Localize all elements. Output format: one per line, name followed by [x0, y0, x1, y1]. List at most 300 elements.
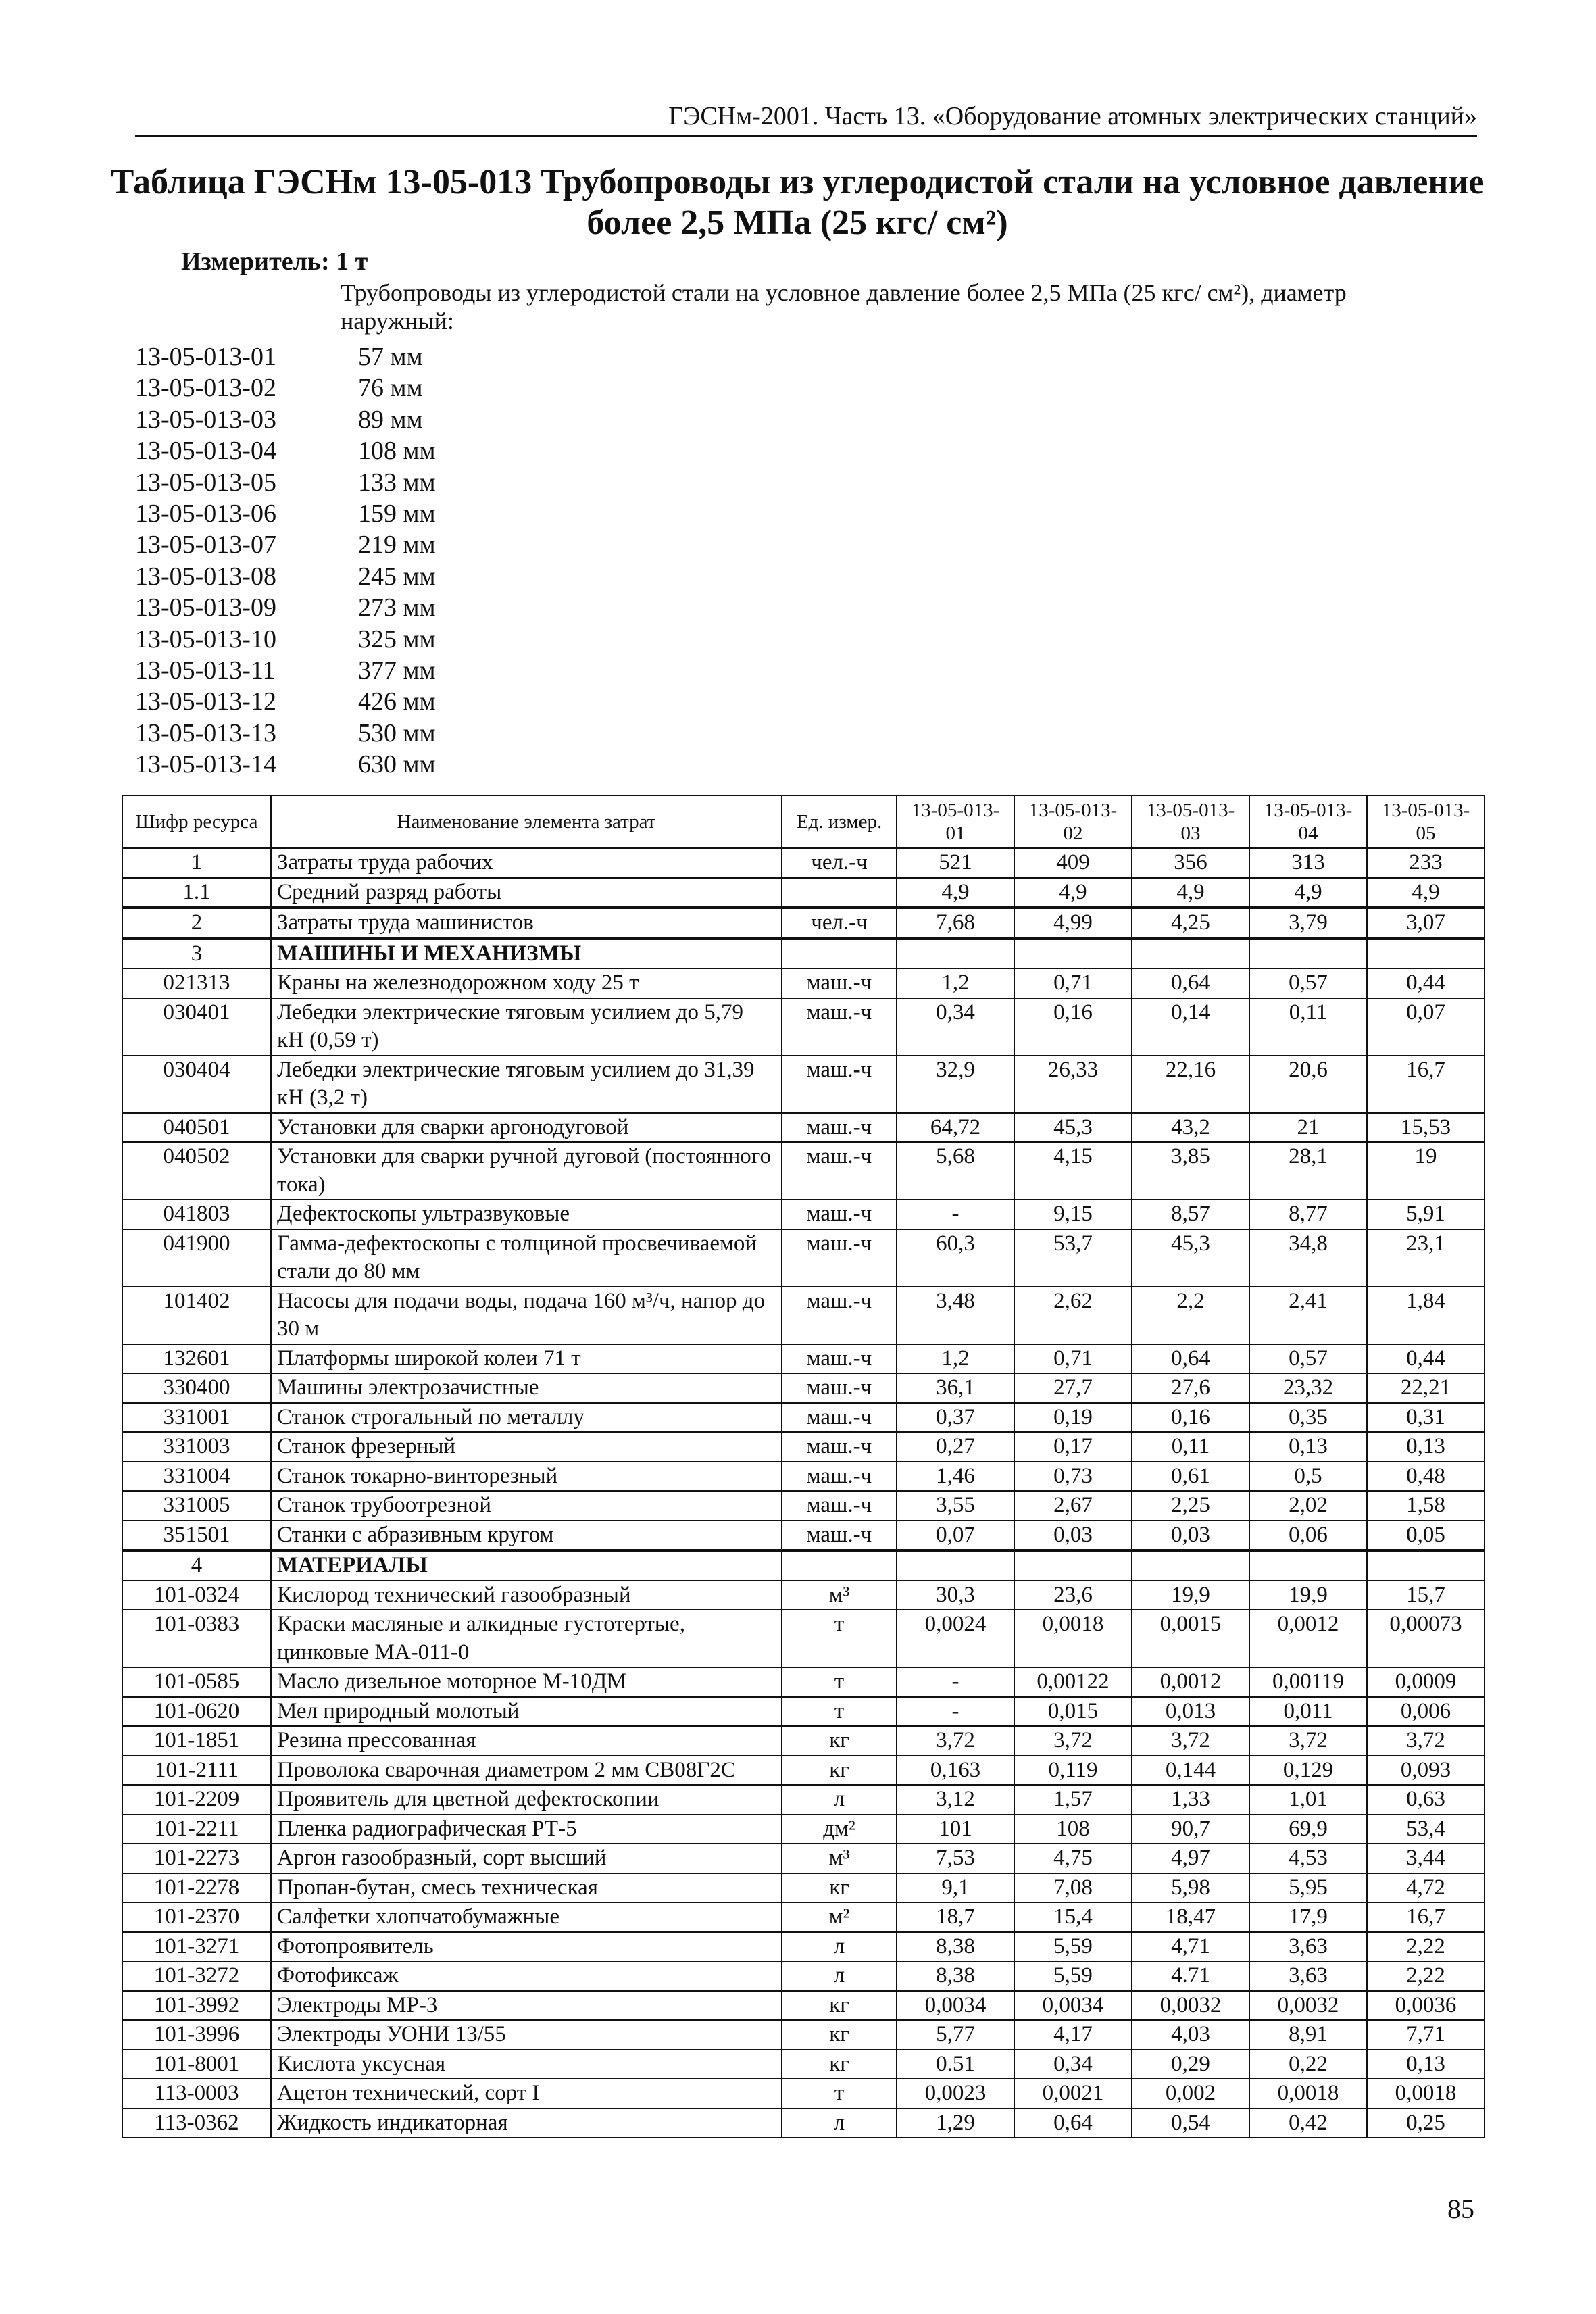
unit-cell: маш.-ч [782, 1056, 897, 1113]
resource-code: 101-3272 [122, 1961, 271, 1991]
value-cell: 0,19 [1014, 1403, 1132, 1433]
value-cell: 5,59 [1014, 1932, 1132, 1962]
value-cell: 0,06 [1249, 1521, 1367, 1551]
table-row [122, 1902, 1485, 1932]
resource-code: 331001 [122, 1403, 271, 1433]
value-cell: 0,13 [1249, 1432, 1367, 1462]
value-cell: 409 [1014, 848, 1132, 878]
unit-cell: кг [782, 1756, 897, 1786]
resource-code: 101-8001 [122, 2050, 271, 2079]
resource-code: 041803 [122, 1200, 271, 1229]
value-cell: 1,01 [1249, 1785, 1367, 1815]
value-cell: 16,7 [1367, 1056, 1485, 1113]
resource-code: 021313 [122, 968, 271, 998]
value-cell: 3,79 [1249, 908, 1367, 939]
value-cell: 0,25 [1367, 2109, 1485, 2138]
value-cell: 1,58 [1367, 1491, 1485, 1521]
code-diameter: 325 мм [358, 624, 436, 654]
value-cell: 356 [1132, 848, 1249, 878]
value-cell: 4,17 [1014, 2020, 1132, 2050]
value-cell: 0,0032 [1249, 1991, 1367, 2021]
value-cell: 32,9 [897, 1056, 1014, 1113]
table-row [122, 2109, 1485, 2138]
code-diameter: 76 мм [358, 374, 423, 403]
table-row [122, 2050, 1485, 2079]
unit-cell [782, 1550, 897, 1581]
cost-item-name: Мел природный молотый [271, 1697, 782, 1727]
code-number: 13-05-013-04 [135, 437, 276, 466]
value-cell: 4.71 [1132, 1961, 1249, 1991]
table-row [122, 848, 1485, 878]
value-cell: 4,53 [1249, 1844, 1367, 1873]
code-number: 13-05-013-03 [135, 405, 276, 434]
code-diameter: 108 мм [358, 437, 436, 466]
cost-item-name: Установки для сварки ручной дуговой (постоянного тока) [271, 1142, 782, 1200]
unit-cell: т [782, 1697, 897, 1727]
value-cell: 0,0024 [897, 1610, 1014, 1667]
value-cell: 0,07 [1367, 998, 1485, 1056]
unit-cell: кг [782, 1726, 897, 1756]
code-list-item [135, 686, 561, 717]
value-cell: 0,22 [1249, 2050, 1367, 2079]
code-diameter: 273 мм [358, 593, 436, 622]
value-cell: 233 [1367, 848, 1485, 878]
header-col-1: 13-05-013-01 [897, 795, 1014, 848]
meter [181, 247, 368, 276]
resource-code: 101-0324 [122, 1581, 271, 1610]
code-diameter: 630 мм [358, 750, 436, 779]
value-cell: 2,22 [1367, 1961, 1485, 1991]
value-cell: 0.51 [897, 2050, 1014, 2079]
value-cell: 22,21 [1367, 1373, 1485, 1403]
unit-cell: кг [782, 1873, 897, 1903]
value-cell: 3,72 [1132, 1726, 1249, 1756]
cost-item-name: Затраты труда машинистов [271, 908, 782, 939]
value-cell: 4,71 [1132, 1932, 1249, 1962]
unit-cell: кг [782, 2020, 897, 2050]
value-cell: 7,53 [897, 1844, 1014, 1873]
value-cell: 8,38 [897, 1961, 1014, 1991]
cost-item-name: Платформы широкой колеи 71 т [271, 1344, 782, 1374]
header-col-3: 13-05-013-03 [1132, 795, 1249, 848]
table-title [101, 162, 1493, 243]
code-number: 13-05-013-09 [135, 593, 276, 622]
header-name: Наименование элемента затрат [271, 795, 782, 848]
value-cell: 1,2 [897, 968, 1014, 998]
table-row [122, 1142, 1485, 1200]
resource-code: 030404 [122, 1056, 271, 1113]
value-cell: 3,85 [1132, 1142, 1249, 1200]
value-cell: 0,44 [1367, 968, 1485, 998]
code-diameter: 377 мм [358, 656, 436, 685]
value-cell: 5,95 [1249, 1873, 1367, 1903]
table-row [122, 1491, 1485, 1521]
value-cell: 15,7 [1367, 1581, 1485, 1610]
value-cell: 0,64 [1014, 2109, 1132, 2138]
cost-item-name: Лебедки электрические тяговым усилием до 5,79 кН (0,59 т) [271, 998, 782, 1056]
value-cell: 0,17 [1014, 1432, 1132, 1462]
value-cell: 0,006 [1367, 1697, 1485, 1727]
table-row [122, 1785, 1485, 1815]
header-col-2: 13-05-013-02 [1014, 795, 1132, 848]
resource-code: 101-0383 [122, 1610, 271, 1667]
value-cell: 8,91 [1249, 2020, 1367, 2050]
section-row [122, 939, 1485, 969]
value-cell: 30,3 [897, 1581, 1014, 1610]
code-list-item [135, 529, 561, 560]
resource-code: 101-3996 [122, 2020, 271, 2050]
unit-cell: маш.-ч [782, 1229, 897, 1287]
value-cell: 27,6 [1132, 1373, 1249, 1403]
value-cell: 45,3 [1014, 1113, 1132, 1143]
value-cell: 53,4 [1367, 1815, 1485, 1844]
value-cell: 0,29 [1132, 2050, 1249, 2079]
table-row [122, 1932, 1485, 1962]
section-row [122, 1550, 1485, 1581]
code-diameter: 159 мм [358, 499, 436, 528]
value-cell: 9,1 [897, 1873, 1014, 1903]
cost-item-name: Краски масляные и алкидные густотертые, цинковые МА-011-0 [271, 1610, 782, 1667]
table-row [122, 1610, 1485, 1667]
unit-cell: л [782, 1785, 897, 1815]
cost-item-name: Дефектоскопы ультразвуковые [271, 1200, 782, 1229]
unit-cell: л [782, 1932, 897, 1962]
value-cell: 7,68 [897, 908, 1014, 939]
code-list-item [135, 341, 561, 372]
value-cell: 0,0034 [1014, 1991, 1132, 2021]
resource-code: 4 [122, 1550, 271, 1581]
title-line-1: Таблица ГЭСНм 13-05-013 Трубопроводы из углеродистой стали на условное давление [110, 163, 1485, 201]
value-cell [1367, 1550, 1485, 1581]
value-cell: 4,75 [1014, 1844, 1132, 1873]
cost-item-name: Кислород технический газообразный [271, 1581, 782, 1610]
value-cell: 19 [1367, 1142, 1485, 1200]
value-cell: 2,62 [1014, 1287, 1132, 1344]
value-cell: 0,34 [1014, 2050, 1132, 2079]
cost-table [122, 795, 1485, 2138]
value-cell [897, 1550, 1014, 1581]
table-header-row [122, 795, 1485, 848]
code-list [135, 341, 561, 780]
table-row [122, 1373, 1485, 1403]
value-cell: 18,7 [897, 1902, 1014, 1932]
value-cell: 0,64 [1132, 1344, 1249, 1374]
value-cell: 0,144 [1132, 1756, 1249, 1786]
cost-item-name: Гамма-дефектоскопы с толщиной просвечиваемой стали до 80 мм [271, 1229, 782, 1287]
table-row [122, 1726, 1485, 1756]
value-cell: 1,2 [897, 1344, 1014, 1374]
value-cell: 2,41 [1249, 1287, 1367, 1344]
value-cell: 0,0015 [1132, 1610, 1249, 1667]
code-number: 13-05-013-14 [135, 750, 276, 779]
table-row [122, 1113, 1485, 1143]
cost-item-name: МАТЕРИАЛЫ [271, 1550, 782, 1581]
unit-cell: т [782, 1667, 897, 1697]
value-cell: 0,0012 [1249, 1610, 1367, 1667]
unit-cell: маш.-ч [782, 1287, 897, 1344]
table-row [122, 1815, 1485, 1844]
code-number: 13-05-013-10 [135, 624, 276, 654]
resource-code: 101-2211 [122, 1815, 271, 1844]
code-list-item [135, 592, 561, 623]
value-cell: 15,4 [1014, 1902, 1132, 1932]
resource-code: 101-3271 [122, 1932, 271, 1962]
unit-cell: кг [782, 2050, 897, 2079]
value-cell: 23,6 [1014, 1581, 1132, 1610]
value-cell: 18,47 [1132, 1902, 1249, 1932]
cost-item-name: Станок трубоотрезной [271, 1491, 782, 1521]
value-cell: 0,71 [1014, 968, 1132, 998]
cost-item-name: Аргон газообразный, сорт высший [271, 1844, 782, 1873]
value-cell: 7,71 [1367, 2020, 1485, 2050]
unit-cell: маш.-ч [782, 968, 897, 998]
unit-cell: м² [782, 1902, 897, 1932]
value-cell: 3,72 [1367, 1726, 1485, 1756]
value-cell: 0,57 [1249, 1344, 1367, 1374]
code-diameter: 89 мм [358, 405, 423, 434]
code-list-item [135, 718, 561, 749]
value-cell: 19,9 [1249, 1581, 1367, 1610]
cost-item-name: Краны на железнодорожном ходу 25 т [271, 968, 782, 998]
value-cell: 0,44 [1367, 1344, 1485, 1374]
unit-cell: маш.-ч [782, 1462, 897, 1492]
table-row [122, 2079, 1485, 2109]
table-row [122, 1756, 1485, 1786]
value-cell: 2,25 [1132, 1491, 1249, 1521]
unit-cell: м³ [782, 1844, 897, 1873]
value-cell: 0,63 [1367, 1785, 1485, 1815]
value-cell: 60,3 [897, 1229, 1014, 1287]
value-cell: 0,0009 [1367, 1667, 1485, 1697]
resource-code: 101-2273 [122, 1844, 271, 1873]
cost-item-name: Проявитель для цветной дефектоскопии [271, 1785, 782, 1815]
resource-code: 3 [122, 939, 271, 969]
value-cell: 1,84 [1367, 1287, 1485, 1344]
unit-cell: чел.-ч [782, 848, 897, 878]
intro-text: Трубопроводы из углеродистой стали на условное давление более 2,5 МПа (25 кгс/ см²), диаметр наружный: [341, 279, 1347, 335]
code-diameter: 530 мм [358, 718, 436, 747]
code-list-item [135, 372, 561, 403]
resource-code: 113-0362 [122, 2109, 271, 2138]
code-list-item [135, 749, 561, 780]
unit-cell: маш.-ч [782, 1344, 897, 1374]
cost-item-name: Масло дизельное моторное М-10ДМ [271, 1667, 782, 1697]
resource-code: 1.1 [122, 878, 271, 908]
cost-item-name: Фотопроявитель [271, 1932, 782, 1962]
code-number: 13-05-013-06 [135, 499, 276, 528]
value-cell: 21 [1249, 1113, 1367, 1143]
value-cell: 8,57 [1132, 1200, 1249, 1229]
unit-cell: дм² [782, 1815, 897, 1844]
value-cell: 0,16 [1014, 998, 1132, 1056]
table-row [122, 2020, 1485, 2050]
cost-item-name: Кислота уксусная [271, 2050, 782, 2079]
value-cell: 3,72 [1249, 1726, 1367, 1756]
value-cell: 5,77 [897, 2020, 1014, 2050]
value-cell [897, 939, 1014, 969]
resource-code: 132601 [122, 1344, 271, 1374]
value-cell: 90,7 [1132, 1815, 1249, 1844]
resource-code: 101-2278 [122, 1873, 271, 1903]
value-cell: 0,07 [897, 1521, 1014, 1551]
resource-code: 101-2370 [122, 1902, 271, 1932]
value-cell: 0,00119 [1249, 1667, 1367, 1697]
cost-item-name: Машины электрозачистные [271, 1373, 782, 1403]
code-list-item [135, 561, 561, 592]
header-col-4: 13-05-013-04 [1249, 795, 1367, 848]
value-cell: 4,15 [1014, 1142, 1132, 1200]
unit-cell [782, 939, 897, 969]
unit-cell: маш.-ч [782, 1432, 897, 1462]
value-cell: 4,9 [1249, 878, 1367, 908]
value-cell [1132, 1550, 1249, 1581]
value-cell: 0,35 [1249, 1403, 1367, 1433]
unit-cell: маш.-ч [782, 1142, 897, 1200]
value-cell: 1,46 [897, 1462, 1014, 1492]
value-cell [1249, 939, 1367, 969]
value-cell: 0,00073 [1367, 1610, 1485, 1667]
resource-code: 101402 [122, 1287, 271, 1344]
value-cell: 4,97 [1132, 1844, 1249, 1873]
cost-item-name: Станок фрезерный [271, 1432, 782, 1462]
value-cell: 5,68 [897, 1142, 1014, 1200]
value-cell [1014, 1550, 1132, 1581]
value-cell: 3,55 [897, 1491, 1014, 1521]
unit-cell: л [782, 2109, 897, 2138]
cost-item-name: Фотофиксаж [271, 1961, 782, 1991]
title-line-2: более 2,5 МПа (25 кгс/ см²) [587, 203, 1008, 242]
unit-cell: т [782, 2079, 897, 2109]
value-cell: 3,48 [897, 1287, 1014, 1344]
table-row [122, 1991, 1485, 2021]
resource-code: 351501 [122, 1521, 271, 1551]
value-cell: 20,6 [1249, 1056, 1367, 1113]
value-cell: 0,5 [1249, 1462, 1367, 1492]
value-cell: 0,16 [1132, 1403, 1249, 1433]
cost-item-name: Пропан-бутан, смесь техническая [271, 1873, 782, 1903]
unit-cell: т [782, 1610, 897, 1667]
value-cell: 53,7 [1014, 1229, 1132, 1287]
value-cell: 4,99 [1014, 908, 1132, 939]
resource-code: 331004 [122, 1462, 271, 1492]
unit-cell: маш.-ч [782, 998, 897, 1056]
value-cell: 0,0012 [1132, 1667, 1249, 1697]
value-cell: 3,12 [897, 1785, 1014, 1815]
cost-item-name: Станок строгальный по металлу [271, 1403, 782, 1433]
value-cell: 0,013 [1132, 1697, 1249, 1727]
table-row [122, 1229, 1485, 1287]
table-row [122, 1287, 1485, 1344]
unit-cell: маш.-ч [782, 1373, 897, 1403]
value-cell: 0,31 [1367, 1403, 1485, 1433]
code-diameter: 57 мм [358, 343, 423, 371]
value-cell: 22,16 [1132, 1056, 1249, 1113]
value-cell: 5,59 [1014, 1961, 1132, 1991]
table-row [122, 968, 1485, 998]
value-cell: 4,25 [1132, 908, 1249, 939]
resource-code: 040501 [122, 1113, 271, 1143]
value-cell: 0,129 [1249, 1756, 1367, 1786]
code-diameter: 426 мм [358, 687, 436, 716]
value-cell: 15,53 [1367, 1113, 1485, 1143]
table-row [122, 1581, 1485, 1610]
value-cell: 5,91 [1367, 1200, 1485, 1229]
value-cell: 1,57 [1014, 1785, 1132, 1815]
meter-label: Измеритель: [181, 247, 330, 276]
unit-cell: маш.-ч [782, 1200, 897, 1229]
value-cell: 0,0018 [1249, 2079, 1367, 2109]
cost-item-name: Жидкость индикаторная [271, 2109, 782, 2138]
meter-value: 1 т [336, 247, 368, 276]
header-code: Шифр ресурса [122, 795, 271, 848]
unit-cell: л [782, 1961, 897, 1991]
cost-item-name: Станок токарно-винторезный [271, 1462, 782, 1492]
value-cell: 101 [897, 1815, 1014, 1844]
table-row [122, 998, 1485, 1056]
resource-code: 1 [122, 848, 271, 878]
value-cell: 0,0034 [897, 1991, 1014, 2021]
value-cell: 0,27 [897, 1432, 1014, 1462]
value-cell: 0,0036 [1367, 1991, 1485, 2021]
table-row [122, 1462, 1485, 1492]
value-cell: 8,38 [897, 1932, 1014, 1962]
unit-cell: кг [782, 1991, 897, 2021]
value-cell: 0,00122 [1014, 1667, 1132, 1697]
value-cell: 0,73 [1014, 1462, 1132, 1492]
value-cell [1132, 939, 1249, 969]
code-number: 13-05-013-07 [135, 531, 276, 560]
unit-cell: маш.-ч [782, 1521, 897, 1551]
code-list-item [135, 435, 561, 466]
code-list-item [135, 404, 561, 435]
value-cell: 0,0018 [1367, 2079, 1485, 2109]
value-cell: 521 [897, 848, 1014, 878]
value-cell: 0,13 [1367, 1432, 1485, 1462]
value-cell: 108 [1014, 1815, 1132, 1844]
header-col-5: 13-05-013-05 [1367, 795, 1485, 848]
table-row [122, 1344, 1485, 1374]
cost-item-name: Затраты труда рабочих [271, 848, 782, 878]
value-cell: 36,1 [897, 1373, 1014, 1403]
table-row [122, 1403, 1485, 1433]
value-cell: 3,63 [1249, 1961, 1367, 1991]
value-cell: 0,42 [1249, 2109, 1367, 2138]
unit-cell: м³ [782, 1581, 897, 1610]
value-cell: 1,33 [1132, 1785, 1249, 1815]
resource-code: 041900 [122, 1229, 271, 1287]
value-cell: 7,08 [1014, 1873, 1132, 1903]
resource-code: 330400 [122, 1373, 271, 1403]
code-list-item [135, 624, 561, 655]
code-diameter: 219 мм [358, 531, 436, 560]
value-cell: 0,48 [1367, 1462, 1485, 1492]
value-cell: 0,03 [1132, 1521, 1249, 1551]
value-cell: 3,63 [1249, 1932, 1367, 1962]
cost-item-name: Пленка радиографическая РТ-5 [271, 1815, 782, 1844]
value-cell: 0,11 [1249, 998, 1367, 1056]
code-number: 13-05-013-11 [135, 656, 276, 685]
code-number: 13-05-013-12 [135, 687, 276, 716]
value-cell: 34,8 [1249, 1229, 1367, 1287]
value-cell: 0,015 [1014, 1697, 1132, 1727]
code-list-item [135, 467, 561, 498]
value-cell [1014, 939, 1132, 969]
cost-item-name: Установки для сварки аргонодуговой [271, 1113, 782, 1143]
resource-code: 113-0003 [122, 2079, 271, 2109]
unit-cell: чел.-ч [782, 908, 897, 939]
value-cell: 0,0021 [1014, 2079, 1132, 2109]
value-cell [1249, 1550, 1367, 1581]
